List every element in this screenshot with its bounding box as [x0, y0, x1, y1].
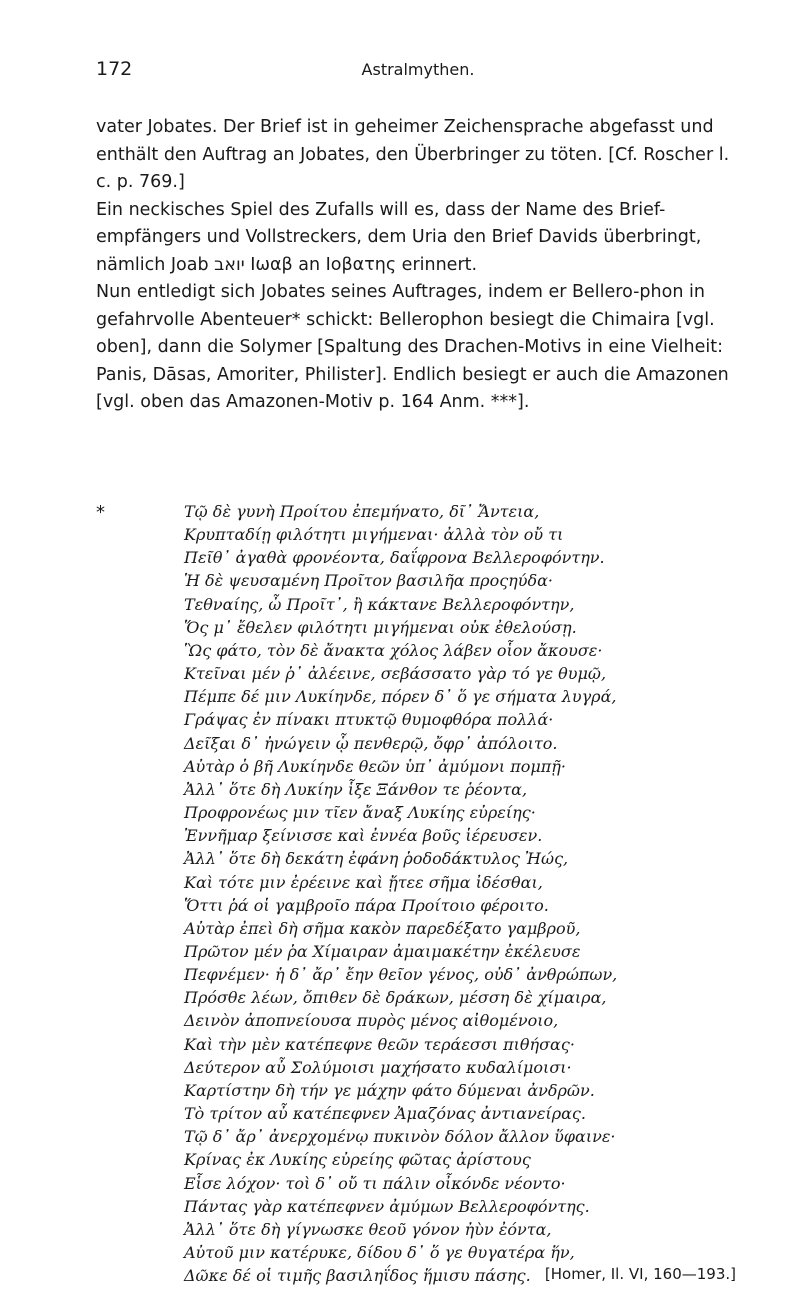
verse-line: Αὐτὰρ ὁ βῆ Λυκίηνδε θεῶν ὑπ᾽ ἀμύμονι πομπῇ·	[184, 756, 566, 776]
verse-line: Αὐτοῦ μιν κατέρυκε, δίδου δ᾽ ὅ γε θυγατέρα ἥν,	[184, 1243, 575, 1262]
verse-line: Πρόσθε λέων, ὄπιθεν δὲ δράκων, μέσση δὲ χίμαιρα,	[184, 988, 607, 1008]
paragraph-1: vater Jobates. Der Brief ist in geheimer Zeichensprache abgefasst und enthält den Auftrag an Jobates, den Überbringer zu töten. [Cf. Roscher l. c. p. 769.]	[96, 117, 730, 192]
verse-line: Ἀλλ᾽ ὅτε δὴ Λυκίην ἷξε Ξάνθον τε ῥέοντα,	[184, 779, 528, 799]
footnote-marker: *	[96, 502, 105, 523]
homer-quotation	[184, 500, 744, 1287]
body-text	[96, 114, 742, 417]
verse-line: Καρτίστην δὴ τήν γε μάχην φάτο δύμεναι ἀνδρῶν.	[184, 1080, 595, 1100]
verse-line: Ἀλλ᾽ ὅτε δὴ δεκάτη ἐφάνη ῥοδοδάκτυλος Ἠώς,	[184, 849, 569, 869]
verse-line: Τεθναίης, ὦ Προῖτ᾽, ἢ κάκτανε Βελλεροφόντην,	[184, 594, 575, 614]
verse-line: Τῷ δ᾽ ἄρ᾽ ἀνερχομένῳ πυκινὸν δόλον ἄλλον ὕφαινε·	[184, 1127, 616, 1147]
paragraph-2-text-a: Ein neckisches Spiel des Zufalls will es, dass der Name des Brief-empfängers und Vollstreckers, dem Uria den Brief Davids überbringt, nämlich Joab	[96, 199, 702, 275]
hebrew-name: יואב	[214, 254, 245, 275]
verse-line: Πάντας γὰρ κατέπεφνεν ἀμύμων Βελλεροφόντης.	[184, 1196, 590, 1216]
page-number: 172	[96, 58, 133, 80]
verse-line: Γράψας ἐν πίνακι πτυκτῷ θυμοφθόρα πολλά·	[184, 710, 554, 730]
verse-line: Ἀλλ᾽ ὅτε δὴ γίγνωσκε θεοῦ γόνον ἠὺν ἐόντα,	[184, 1219, 552, 1239]
verse-line: Δεῖξαι δ᾽ ἠνώγειν ᾧ πενθερῷ, ὄφρ᾽ ἀπόλοιτο.	[184, 733, 558, 753]
verse-line: Ἡ δὲ ψευσαμένη Προῖτον βασιλῆα προςηύδα·	[184, 571, 554, 591]
verse-line: Ὅς μ᾽ ἔθελεν φιλότητι μιγήμεναι οὐκ ἐθελούσῃ.	[184, 617, 577, 637]
verse-line: Ἐννῆμαρ ξείνισσε καὶ ἐννέα βοῦς ἱέρευσεν.	[184, 826, 543, 846]
verse-line: Καὶ τότε μιν ἐρέεινε καὶ ᾔτεε σῆμα ἰδέσθαι,	[184, 872, 543, 892]
verse-line: Δεινὸν ἀποπνείουσα πυρὸς μένος αἰθομένοιο,	[184, 1011, 559, 1031]
verse-line: Ὅττι ῥά οἱ γαμβροῖο πάρα Προίτοιο φέροιτο.	[184, 895, 549, 915]
verse-line: Τὸ τρίτον αὖ κατέπεφνεν Ἀμαζόνας ἀντιανείρας.	[184, 1104, 586, 1124]
verse-line: Εἷσε λόχον· τοὶ δ᾽ οὔ τι πάλιν οἶκόνδε νέοντο·	[184, 1173, 566, 1193]
running-head	[96, 58, 740, 84]
verse-line: Ὣς φάτο, τὸν δὲ ἄνακτα χόλος λάβεν οἷον ἄκουσε·	[184, 640, 603, 660]
verse-line: Δεύτερον αὖ Σολύμοισι μαχήσατο κυδαλίμοισι·	[184, 1057, 572, 1077]
verse-line: Πέμπε δέ μιν Λυκίηνδε, πόρεν δ᾽ ὅ γε σήματα λυγρά,	[184, 687, 617, 707]
verse-line: Πρῶτον μέν ῥα Χίμαιραν ἀμαιμακέτην ἐκέλευσε	[184, 941, 581, 961]
paragraph-3: Nun entledigt sich Jobates seines Auftrages, indem er Bellero-phon in gefahrvolle Abenteuer* schickt: Bellerophon besiegt die Chimaira [vgl. oben], dann die Solymer [Spaltung des Drachen-Motivs in eine Vielheit: Panis, Dāsas, Amoriter, Philister]. Endlich besiegt er auch die Amazonen [vgl. oben das Amazonen-Motiv p. 164 Anm. ***].	[96, 282, 729, 412]
verse-line: Τῷ δὲ γυνὴ Προίτου ἐπεμήνατο, δῖ᾽ Ἄντεια,	[184, 502, 540, 521]
verse-line: Προφρονέως μιν τῖεν ἄναξ Λυκίης εὐρείης·	[184, 803, 536, 823]
verse-line: Κρυπταδίῃ φιλότητι μιγήμεναι· ἀλλὰ τὸν οὔ τι	[184, 525, 564, 545]
verse-line: Αὐτὰρ ἐπεὶ δὴ σῆμα κακὸν παρεδέξατο γαμβροῦ,	[184, 918, 581, 938]
verse-line: Καὶ τὴν μὲν κατέπεφνε θεῶν τεράεσσι πιθήσας·	[184, 1034, 575, 1054]
verse-line: Πεῖθ᾽ ἀγαθὰ φρονέοντα, δαΐφρονα Βελλεροφόντην.	[184, 548, 605, 568]
paragraph-2	[96, 197, 742, 280]
verse-line: Πεφνέμεν· ἡ δ᾽ ἄρ᾽ ἔην θεῖον γένος, οὐδ᾽ ἀνθρώπων,	[184, 965, 618, 985]
citation: [Homer, Il. VI, 160—193.]	[544, 1265, 736, 1283]
verse-line: Κρίνας ἐκ Λυκίης εὐρείης φῶτας ἀρίστους	[184, 1150, 531, 1170]
verse-line: Κτεῖναι μέν ῥ᾽ ἀλέεινε, σεβάσσατο γὰρ τό γε θυμῷ,	[184, 664, 607, 684]
running-title: Astralmythen.	[361, 60, 475, 79]
paragraph-2-text-b: Ιωαβ an Ιοβατης erinnert.	[244, 254, 478, 275]
verse-line: Δῶκε δέ οἱ τιμῆς βασιληΐδος ἥμισυ πάσης.	[184, 1266, 531, 1286]
